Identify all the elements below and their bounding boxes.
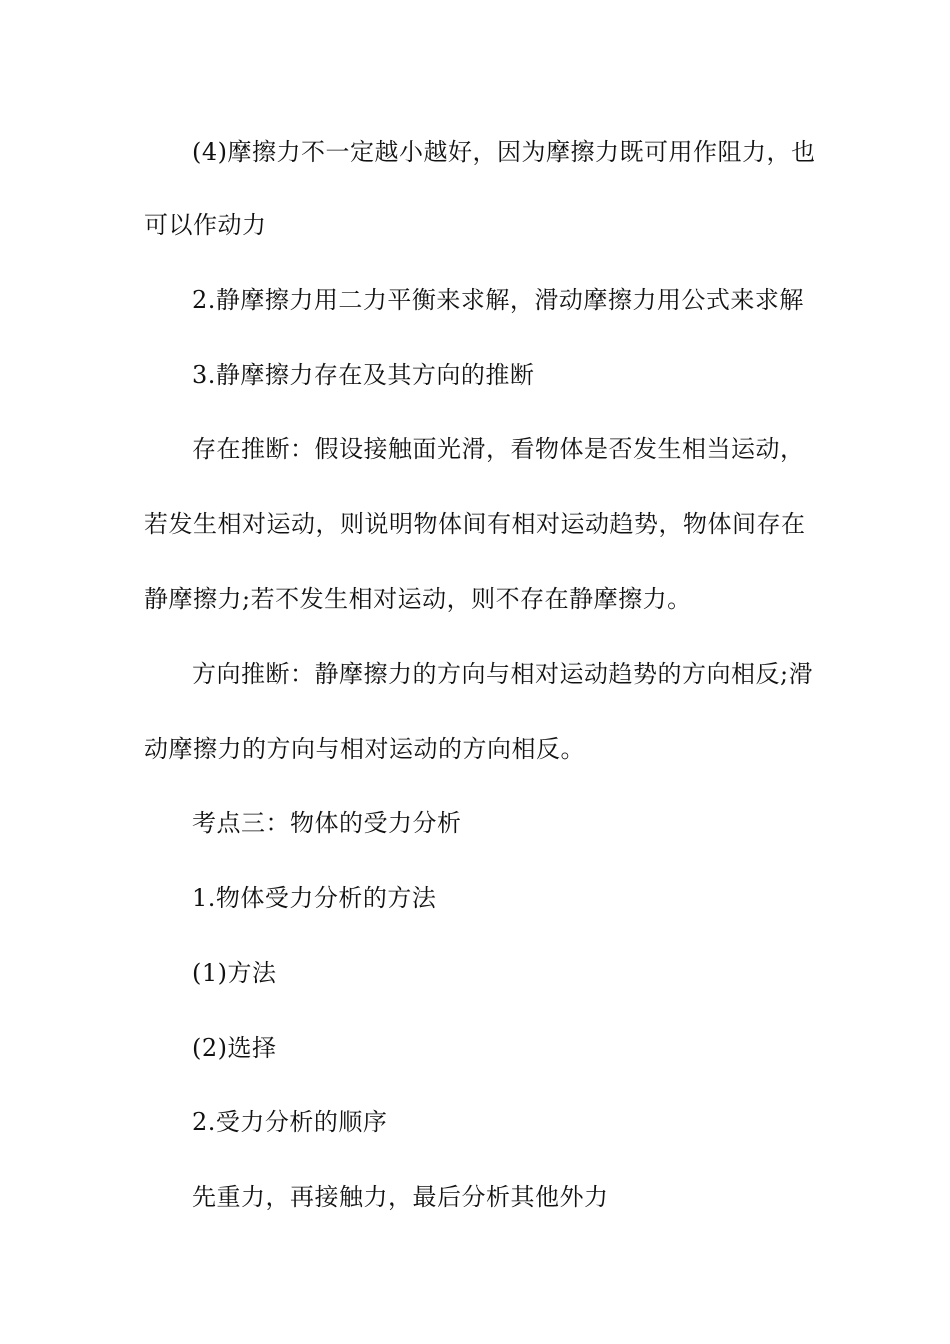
paragraph-friction-point-4-cont: 可以作动力: [144, 211, 267, 239]
paragraph-existence-judgment-cont-1: 若发生相对运动，则说明物体间有相对运动趋势，物体间存在: [144, 510, 806, 538]
paragraph-selection: (2)选择: [192, 1034, 277, 1062]
paragraph-item-2: 2.静摩擦力用二力平衡来求解，滑动摩擦力用公式来求解: [192, 286, 804, 314]
paragraph-existence-judgment: 存在推断：假设接触面光滑，看物体是否发生相当运动，: [192, 435, 805, 463]
paragraph-direction-judgment: 方向推断：静摩擦力的方向与相对运动趋势的方向相反;滑: [192, 660, 814, 688]
paragraph-order: 先重力，再接触力，最后分析其他外力: [192, 1183, 609, 1211]
paragraph-friction-point-4: (4)摩擦力不一定越小越好，因为摩擦力既可用作阻力，也: [192, 138, 816, 166]
paragraph-method-heading: 1.物体受力分析的方法: [192, 884, 437, 912]
section-heading-point-3: 考点三：物体的受力分析: [192, 809, 462, 837]
paragraph-method: (1)方法: [192, 959, 277, 987]
paragraph-existence-judgment-cont-2: 静摩擦力;若不发生相对运动，则不存在静摩擦力。: [144, 585, 692, 613]
paragraph-direction-judgment-cont: 动摩擦力的方向与相对运动的方向相反。: [144, 735, 585, 763]
paragraph-order-heading: 2.受力分析的顺序: [192, 1108, 388, 1136]
paragraph-item-3: 3.静摩擦力存在及其方向的推断: [192, 361, 535, 389]
